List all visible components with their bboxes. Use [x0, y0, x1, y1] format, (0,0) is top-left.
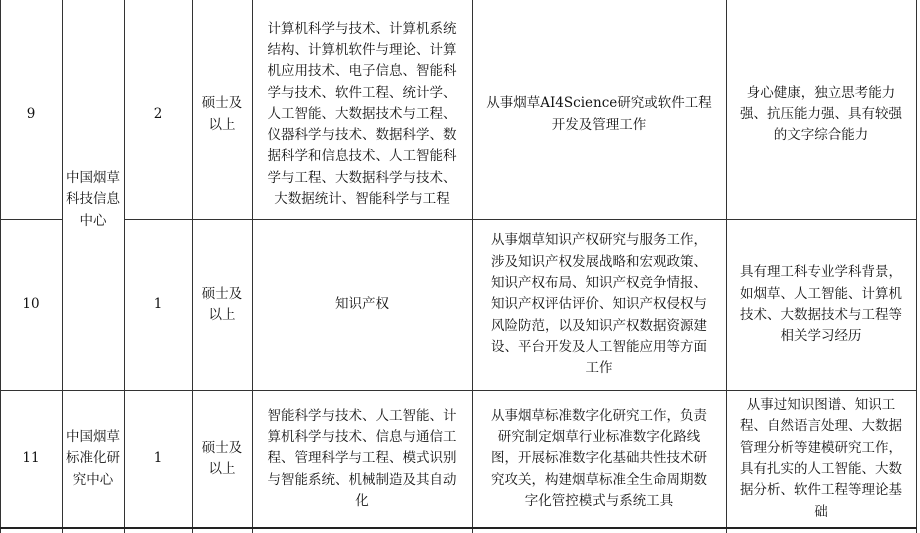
row-divider [0, 219, 62, 220]
column-divider [252, 0, 253, 533]
row-number: 11 [22, 450, 40, 467]
row-divider [0, 390, 917, 391]
cell-count-11 [124, 391, 192, 527]
major-list: 计算机科学与技术、计算机系统 结构、计算机软件与理论、计算 机应用技术、电子信息、智能科 学与技术、软件工程、统计学、 人工智能、大数据技术与工程、 仪器科学与技术、数据科学、数 据科学和信息技术、人工智能科 学与工程、大数据科学与技术、 大数据统计、智能科学与工程 [267, 20, 457, 208]
job-duties: 从事烟草知识产权研究与服务工作， 涉及知识产权发展战略和宏观政策、 知识产权布局、知识产权竞争情报、 知识产权评估评价、知识产权侵权与 风险防范，以及知识产权数据资源建 设、平台开发及人工智能应用等方面 工作 [491, 232, 707, 377]
row-number: 9 [26, 105, 36, 122]
column-divider [124, 0, 125, 533]
column-divider [726, 0, 727, 533]
cell-majors-9 [252, 10, 472, 219]
cell-no-9 [0, 10, 62, 219]
cell-degree-9 [192, 10, 252, 219]
column-divider [472, 0, 473, 533]
row-number: 10 [22, 296, 40, 313]
major-list: 智能科学与技术、人工智能、计 算机科学与技术、信息与通信工 程、管理科学与工程、模式识别 与智能系统、机械制造及其自动 化 [267, 407, 457, 509]
cell-majors-10 [252, 220, 472, 390]
cell-count-10 [124, 220, 192, 390]
job-duties: 从事烟草AI4Science研究或软件工程 开发及管理工作 [486, 95, 712, 133]
job-requirements: 具有理工科专业学科背景， 如烟草、人工智能、计算机 技术、大数据技术与工程等 相关学习经历 [740, 264, 902, 345]
cell-duties-9 [472, 10, 726, 219]
row-divider [124, 219, 917, 220]
degree-requirement: 硕士及 以上 [201, 285, 243, 323]
cell-no-11 [0, 391, 62, 527]
employer-unit: 中国烟草 科技信息 中心 [66, 170, 120, 229]
cell-degree-10 [192, 220, 252, 390]
cell-requirements-9 [726, 10, 916, 219]
table-border-left [0, 0, 1, 533]
cell-requirements-11 [726, 391, 916, 527]
table-border-bottom [0, 527, 917, 529]
degree-requirement: 硕士及 以上 [201, 95, 243, 133]
cell-duties-10 [472, 220, 726, 390]
cell-count-9 [124, 10, 192, 219]
hiring-count: 1 [153, 450, 163, 467]
cell-degree-11 [192, 391, 252, 527]
job-requirements: 身心健康，独立思考能力 强、抗压能力强、具有较强 的文字综合能力 [740, 84, 902, 144]
cell-no-10 [0, 220, 62, 390]
hiring-count: 2 [153, 105, 163, 122]
column-divider [192, 0, 193, 533]
table-border-right [916, 0, 917, 533]
major-list: 知识产权 [335, 296, 389, 313]
cell-majors-11 [252, 391, 472, 527]
cell-duties-11 [472, 391, 726, 527]
employer-unit: 中国烟草 标准化研 究中心 [66, 429, 120, 488]
cell-requirements-10 [726, 220, 916, 390]
cell-unit-11 [62, 391, 124, 527]
cell-unit-merged [62, 10, 124, 390]
column-divider [62, 0, 63, 533]
degree-requirement: 硕士及 以上 [201, 439, 243, 477]
job-requirements: 从事过知识图谱、知识工 程、自然语言处理、大数据 管理分析等建模研究工作， 具有扎实的人工智能、大数 据分析、软件工程等理论基 础 [740, 397, 902, 520]
hiring-count: 1 [153, 296, 163, 313]
job-duties: 从事烟草标准数字化研究工作，负责 研究制定烟草行业标准数字化路线 图，开展标准数字化基础共性技术研 究攻关，构建烟草标准全生命周期数 字化管控模式与系统工具 [491, 407, 707, 509]
